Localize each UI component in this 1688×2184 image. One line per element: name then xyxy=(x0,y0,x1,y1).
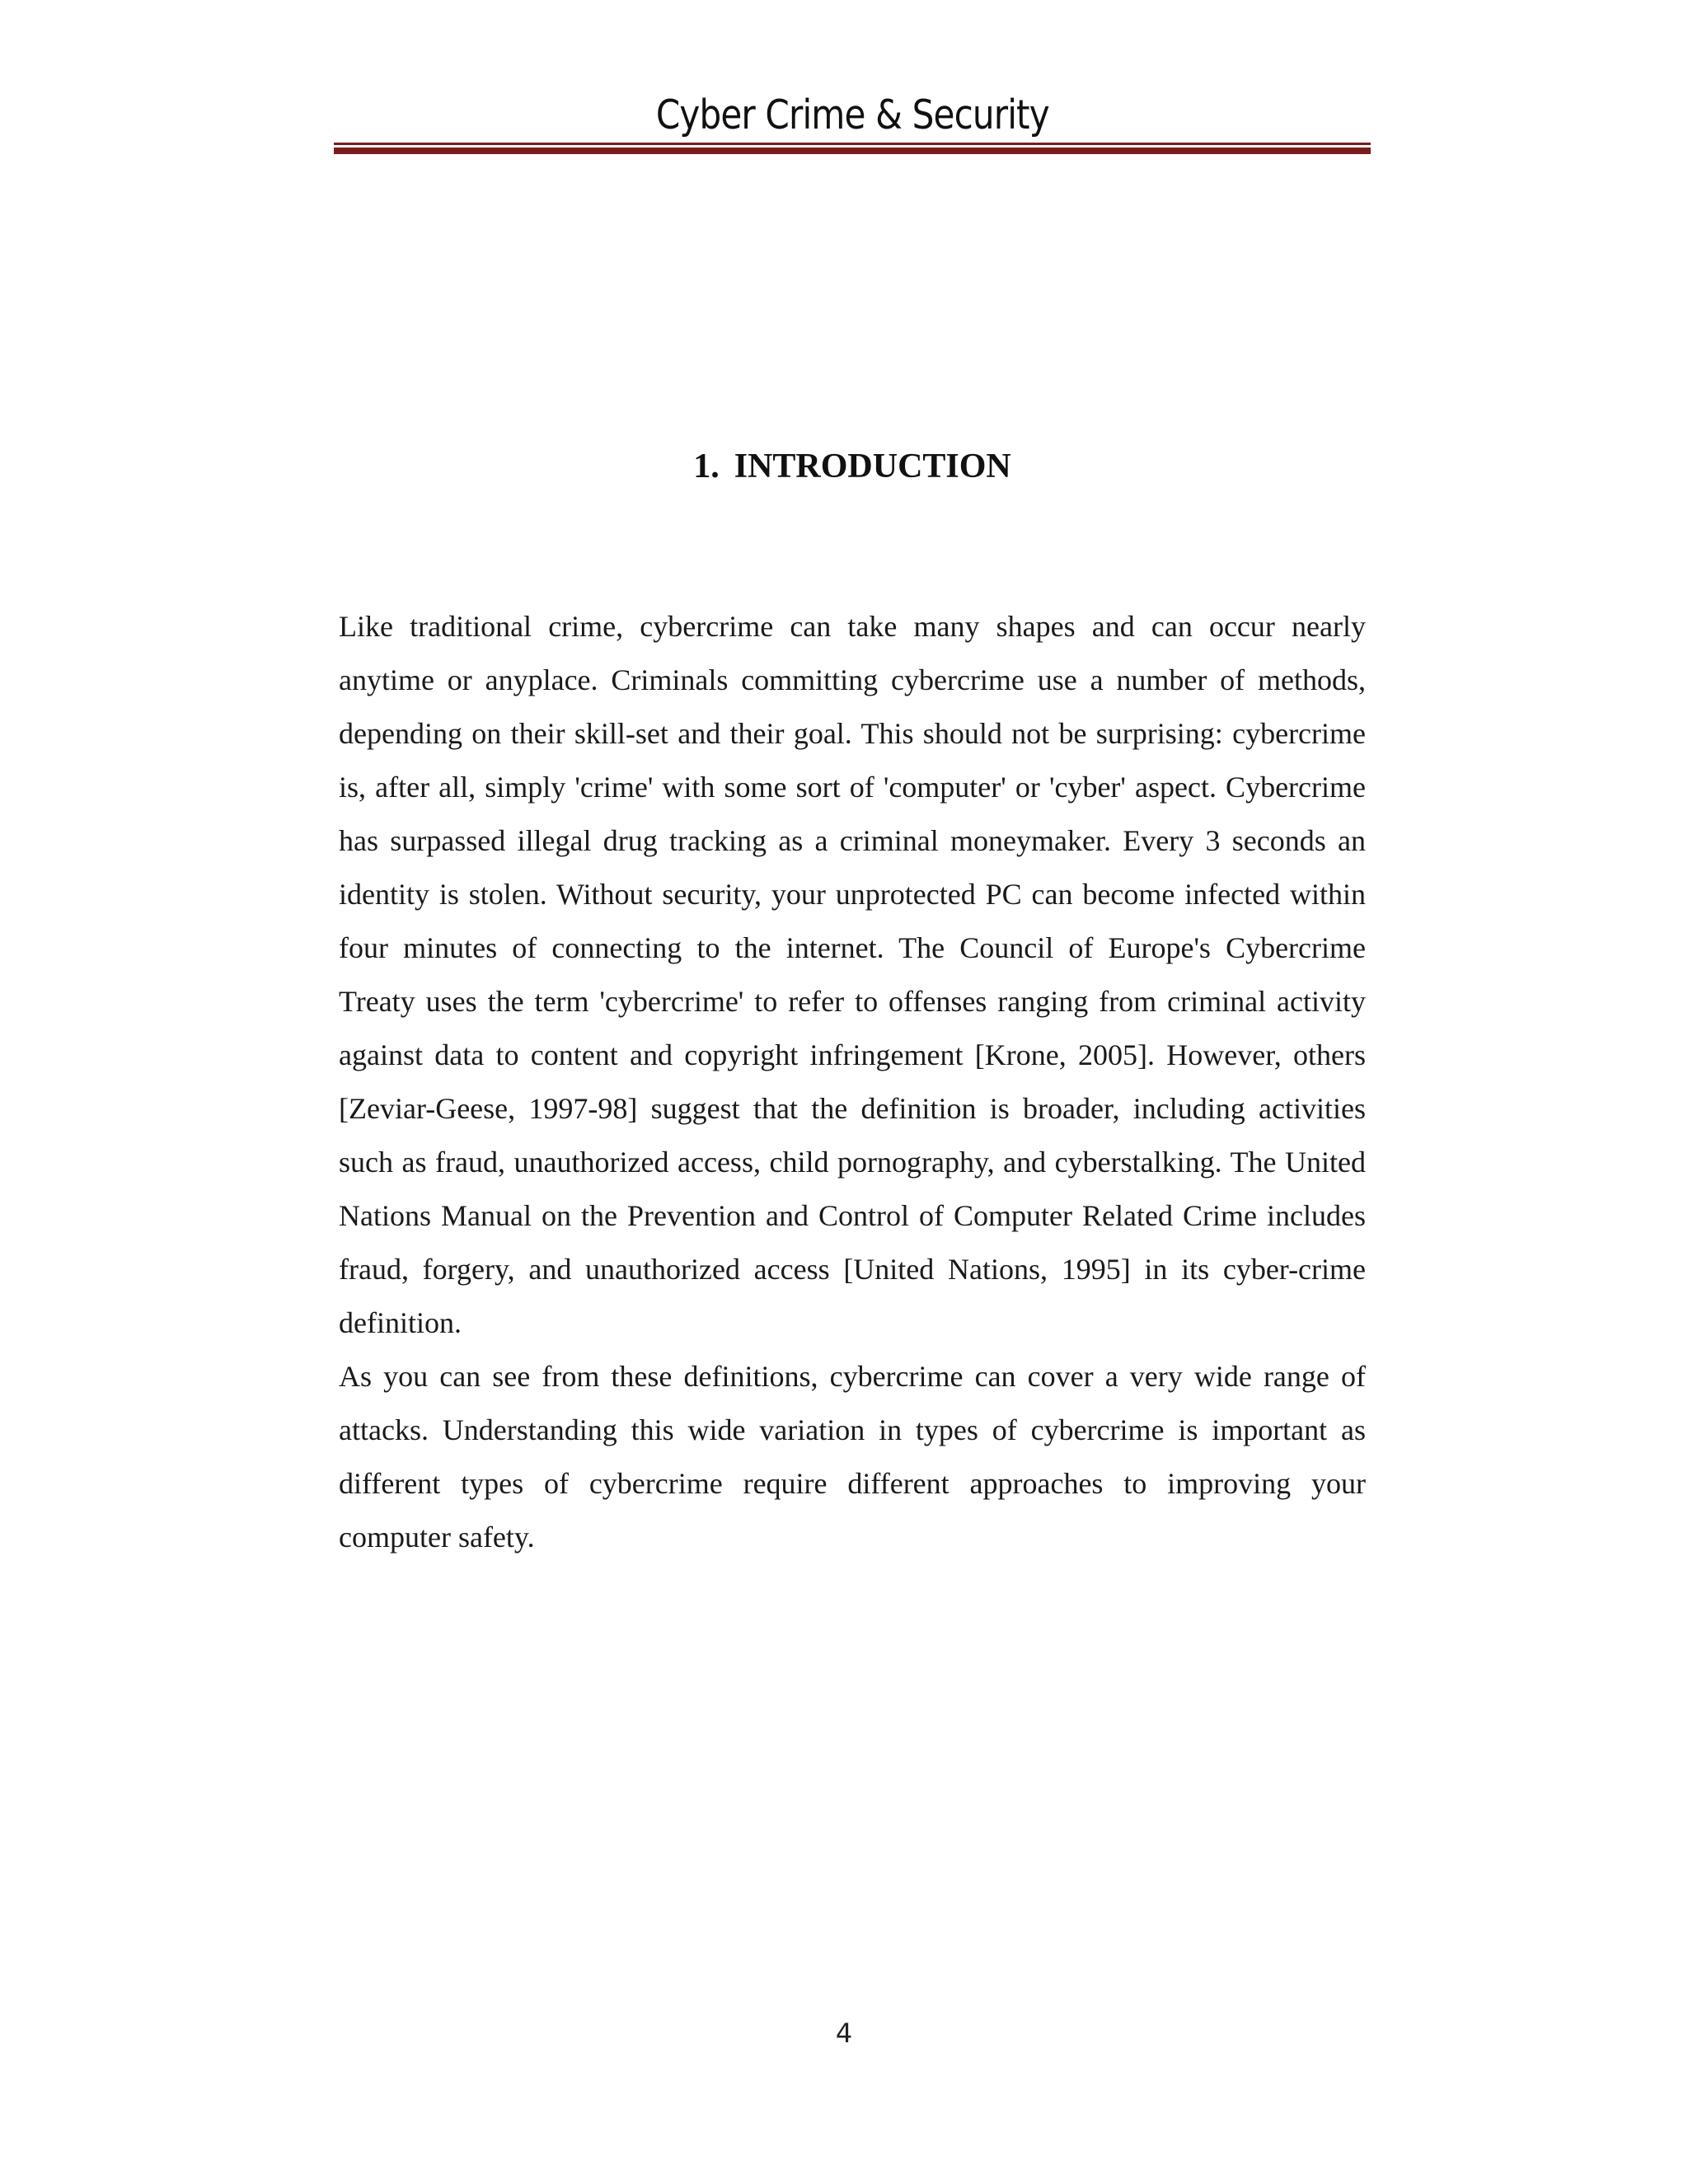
page-number: 4 xyxy=(835,2018,853,2049)
paragraph-1: Like traditional crime, cybercrime can take many shapes and can occur nearly anytime or anyplace. Criminals committing cybercrime use a number of methods, depending on their skill-set and their goal. This should not be surprising: cybercrime is, after all, simply 'crime' with some sort of 'computer' or 'cyber' aspect. Cybercrime has surpassed illegal drug tracking as a criminal moneymaker. Every 3 seconds an identity is stolen. Without security, your unprotected PC can become infected within four minutes of connecting to the internet. The Council of Europe's Cybercrime Treaty uses the term 'cybercrime' to refer to offenses ranging from criminal activity against data to content and copyright infringement [Krone, 2005]. However, others [Zeviar-Geese, 1997-98] suggest that the definition is broader, including activities such as fraud, unauthorized access, child pornography, and cyberstalking. The United Nations Manual on the Prevention and Control of Computer Related Crime includes fraud, forgery, and unauthorized access [United Nations, 1995] in its cyber-crime definition. xyxy=(339,610,1366,1339)
page-header xyxy=(334,89,1371,142)
header-rule-thick xyxy=(334,148,1371,154)
section-heading xyxy=(334,443,1371,490)
paragraph-2: As you can see from these definitions, cybercrime can cover a very wide range of attacks. Understanding this wide variation in types of cybercrime is important as different types of cybercrime require different approaches to improving your computer safety. xyxy=(339,1360,1366,1554)
header-rule xyxy=(334,143,1371,154)
header-title: Cyber Crime & Security xyxy=(655,91,1049,138)
section-title: INTRODUCTION xyxy=(734,448,1011,486)
body-text xyxy=(339,600,1366,1564)
section-number: 1. xyxy=(693,448,720,486)
